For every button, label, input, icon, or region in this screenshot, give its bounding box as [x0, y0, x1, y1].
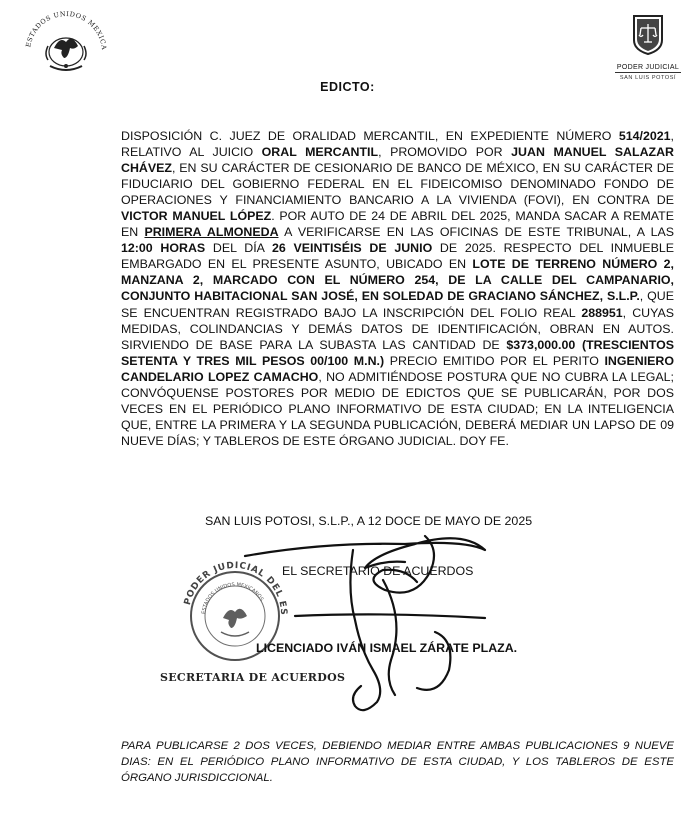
body-segment-bold: 288951	[581, 305, 623, 320]
body-segment-bold: INGENIERO CANDELARIO LOPEZ CAMACHO	[121, 353, 675, 384]
poder-judicial-label: PODER JUDICIAL	[616, 64, 680, 71]
stamp-outer-text: PODER JUDICIAL DEL ES	[182, 560, 289, 616]
body-segment: A VERIFICARSE EN LAS OFICINAS DE ESTE TRIBUNAL, A LAS	[278, 225, 674, 240]
body-segment-bold: 514/2021	[618, 129, 671, 143]
body-segment: , CUYAS MEDIDAS, COLINDANCIAS Y DEMÁS DATOS DE IDENTIFICACIÓN, OBRAN EN AUTOS. SIRVIENDO DE BASE PARA LA SUBASTA LAS CANTIDAD DE	[121, 305, 674, 352]
secretaria-de-acuerdos-stamp: SECRETARIA DE ACUERDOS	[160, 671, 346, 684]
body-segment: DE 2025. RESPECTO DEL INMUEBLE EMBARGADO EN EL PRESENTE ASUNTO, UBICADO EN	[121, 241, 674, 272]
date-line: SAN LUIS POTOSI, S.L.P., A 12 DOCE DE MAYO DE 2025	[205, 514, 533, 528]
body-segment-bold: LOTE DE TERRENO NÚMERO 2, MANZANA 2, MARCADO CON EL NÚMERO 254, DE LA CALLE DEL CAMPANARIO, CONJUNTO HABITACIONAL SAN JOSÉ, EN SOLEDAD DE GRACIANO SÁNCHEZ, S.L.P.	[121, 257, 674, 304]
svg-text:ESTADOS UNIDOS MEXICANOS	[201, 582, 264, 614]
body-segment-bold: 12:00 HORAS	[121, 241, 206, 256]
body-segment-underline: PRIMERA ALMONEDA	[144, 225, 279, 240]
body-segment: , RELATIVO AL JUICIO	[121, 129, 674, 160]
body-segment: PRECIO EMITIDO POR EL PERITO	[384, 353, 605, 368]
svg-text:ESTADOS UNIDOS MEXICANOS: ESTADOS UNIDOS MEXICA	[24, 9, 109, 51]
document-title: EDICTO:	[320, 80, 375, 94]
san-luis-potosi-label: SAN LUIS POTOSÍ	[619, 75, 677, 81]
poder-judicial-logo	[612, 14, 684, 80]
secretary-title: EL SECRETARIO DE ACUERDOS	[282, 564, 474, 578]
stamp-inner-text: ESTADOS UNIDOS MEXICANOS	[201, 581, 265, 615]
body-segment: , NO ADMITIÉNDOSE POSTURA QUE NO CUBRA LA LEGAL; CONVÓQUENSE POSTORES POR MEDIO DE EDICTOS QUE SE PUBLICARÁN, POR DOS VECES EN EL PERIÓDICO PLANO INFORMATIVO DE ESTA CIUDAD; EN LA INTELIGENCIA QUE, ENTRE LA PRIMERA Y LA SEGUNDA PUBLICACIÓN, DEBERÁ MEDIAR UN LAPSO DE 09 NUEVE DÍAS; Y TABLEROS DE ESTE ÓRGANO JUDICIAL. DOY FE.	[121, 369, 674, 448]
body-segment-bold: 26 VEINTISÉIS DE JUNIO	[271, 241, 433, 256]
edict-body	[121, 128, 674, 449]
body-segment-bold: VICTOR MANUEL LÓPEZ	[121, 209, 272, 224]
scales-of-justice-shield-icon	[631, 14, 665, 56]
mexican-coat-of-arms-seal	[20, 8, 112, 88]
body-segment: DEL DÍA	[205, 241, 272, 256]
body-segment: , QUE SE ENCUENTRAN REGISTRADO BAJO LA INSCRIPCIÓN DEL FOLIO REAL	[121, 289, 674, 320]
body-segment: . POR AUTO DE 24 DE ABRIL DEL 2025, MANDA SACAR A REMATE EN	[121, 209, 674, 240]
body-segment-bold: $373,000.00 (TRESCIENTOS SETENTA Y TRES MIL PESOS 00/100 M.N.)	[121, 337, 675, 368]
eagle-seal-icon	[20, 8, 112, 88]
body-segment-bold: ORAL MERCANTIL	[261, 145, 379, 160]
body-segment: DISPOSICIÓN C. JUEZ DE ORALIDAD MERCANTIL, EN EXPEDIENTE NÚMERO	[121, 129, 619, 143]
body-segment: , PROMOVIDO POR	[378, 145, 512, 160]
body-segment-emphasis	[144, 225, 278, 239]
signatory-name: LICENCIADO IVÁN ISMAEL ZÁRATE PLAZA.	[256, 641, 518, 655]
publication-note: PARA PUBLICARSE 2 DOS VECES, DEBIENDO MEDIAR ENTRE AMBAS PUBLICACIONES 9 NUEVE DIAS: EN EL PERIÓDICO PLANO INFORMATIVO DE ESTA CIUDAD, Y LOS TABLEROS DE ESTE ÓRGANO JURISDICCIONAL.	[121, 740, 674, 784]
body-segment-bold: JUAN MANUEL SALAZAR CHÁVEZ	[121, 145, 674, 176]
body-segment: , EN SU CARÁCTER DE CESIONARIO DE BANCO DE MÉXICO, EN SU CARÁCTER DE FIDUCIARIO DEL GOBIERNO FEDERAL EN EL FIDEICOMISO DENOMINADO FONDO DE OPERACIONES Y FINANCIAMIENTO BANCARIO A LA VIVIENDA (FOVI), EN CONTRA DE	[121, 161, 674, 208]
